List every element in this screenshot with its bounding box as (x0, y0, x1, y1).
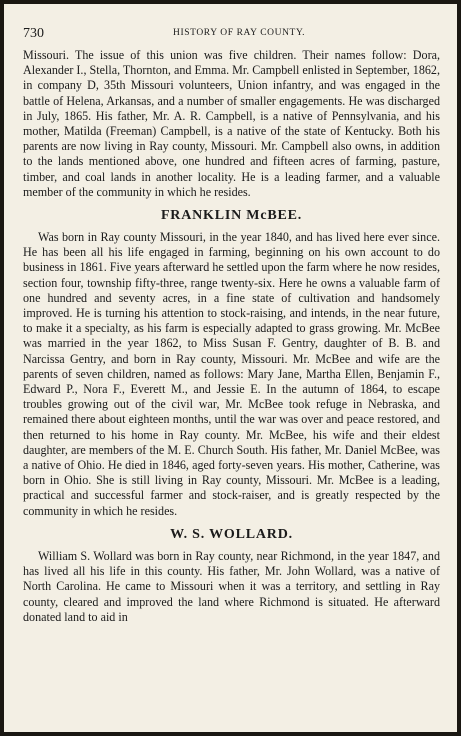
running-title: HISTORY OF RAY COUNTY. (173, 28, 306, 38)
mcbee-paragraph: Was born in Ray county Missouri, in the year 1840, and has lived here ever since. He has been all his life engaged in farming, beginning on his own account to do business in 1861. Five years afterward he settled upon the farm where he now resides, section four, township fifty-three, range twenty-six. Here he owns a valuable farm of one hundred and seventy acres, in a fine state of cultivation and handsomely improved. He is turning his attention to stock-raising, and intends, in the near future, to make it a specialty, as his farm is especially adapted to grass growing. Mr. McBee was married in the year 1862, to Miss Susan F. Gentry, daughter of B. B. and Narcissa Gentry, and born in Ray county, Missouri. Mr. McBee and wife are the parents of seven children, named as follows: Mary Jane, Martha Ellen, Benjamin F., Edward P., Nora F., Everett M., and Jessie E. In the autumn of 1864, to escape troubles growing out of the civil war, Mr. McBee took refuge in Nebraska, and remained there about eighteen months, until the war was over and peace restored, and then returned to his home in Ray county. Mr. McBee, his wife and their eldest daughter, are members of the M. E. Church South. His father, Mr. Daniel McBee, was a native of Ohio. He died in 1846, aged forty-seven years. His mother, Catherine, was born in Ohio. She is still living in Ray county, Missouri. Mr. McBee is a leading, practical and successful farmer and stock-raiser, and is greatly respected by the community in which he resides. (23, 230, 440, 518)
section-title-mcbee: FRANKLIN McBEE. (160, 208, 303, 224)
campbell-paragraph: Missouri. The issue of this union was five children. Their names follow: Dora, Alexander I., Stella, Thornton, and Emma. Mr. Campbell enlisted in September, 1862, in company D, 35th Missouri volunteers, Union infantry, and was engaged in the battle of Helena, Arkansas, and a number of smaller engagements. He was discharged in July, 1865. His father, Mr. A. R. Campbell, is a native of Pennsylvania, and his mother, Matilda (Freeman) Campbell, is a native of the state of Kentucky. Both his parents are now living in Ray county, Missouri. Mr. Campbell also owns, in addition to the lands mentioned above, one hundred and fifteen acres of farming, pasture, timber, and coal lands in another locality. He is a leading farmer, and a valuable member of the community in which he resides. (23, 48, 440, 199)
page-number: 730 (23, 26, 44, 41)
wollard-paragraph: William S. Wollard was born in Ray county, near Richmond, in the year 1847, and has lived all his life in this county. His father, Mr. John Wollard, was a native of North Carolina. He came to Missouri when it was a territory, and settling in Ray county, cleared and improved the land where Richmond is situated. He afterward donated land to aid in (23, 548, 440, 624)
book-page (4, 4, 457, 732)
section-title-wollard: W. S. WOLLARD. (170, 526, 293, 542)
page-header (23, 26, 440, 48)
